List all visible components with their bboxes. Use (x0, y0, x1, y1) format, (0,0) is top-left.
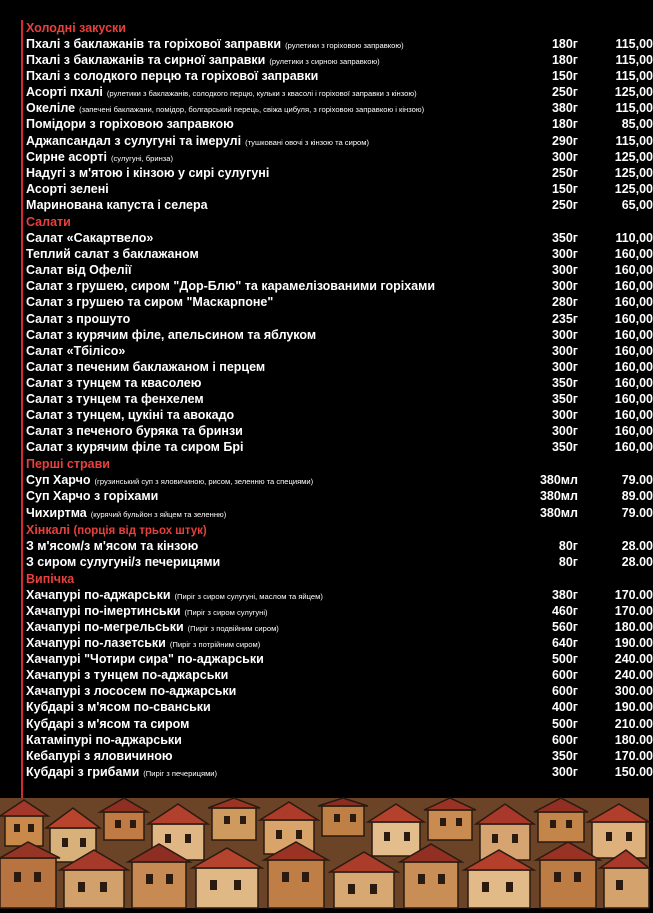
dish-name: Пхалі з баклажанів та сирної заправки (26, 53, 266, 68)
dish-weight: 460г (551, 603, 578, 618)
section-heading (26, 21, 636, 36)
dish-price: 180.00 (614, 732, 653, 747)
menu-item (26, 100, 653, 116)
dish-name: Теплий салат з баклажаном (26, 247, 199, 262)
menu-item (26, 554, 653, 570)
dish-weight: 350г (551, 391, 578, 406)
menu-item (26, 165, 653, 181)
dish-price: 210.00 (614, 716, 653, 731)
menu-item (26, 423, 653, 439)
menu-item (26, 149, 653, 165)
dish-weight: 290г (551, 133, 578, 148)
painting-image (0, 798, 649, 908)
dish-price: 110,00 (615, 231, 653, 246)
dish-weight: 500г (551, 652, 578, 667)
dish-name: Катаміпурі по-аджарськи (26, 732, 182, 747)
dish-weight: 640г (551, 636, 578, 651)
menu-item (26, 181, 653, 197)
dish-price: 160,00 (614, 311, 653, 326)
dish-name: Хачапурі з лососем по-аджарськи (26, 684, 237, 699)
menu-item (26, 294, 653, 310)
menu-item (26, 732, 653, 748)
dish-weight: 380мл (539, 489, 578, 504)
dish-weight: 180г (551, 117, 578, 132)
dish-name: Суп Харчо з горіхами (26, 489, 159, 504)
dish-weight: 300г (551, 327, 578, 342)
dish-price: 115,00 (615, 133, 653, 148)
menu-item (26, 407, 653, 423)
dish-description: (Пиріг з подвійним сиром) (187, 624, 279, 633)
dish-price: 125,00 (614, 149, 653, 164)
dish-name: Помідори з горіховою заправкою (26, 117, 234, 132)
dish-price: 115,00 (615, 53, 653, 68)
dish-name: Кубдарі з грибами (26, 764, 140, 779)
dish-price: 115,00 (615, 69, 653, 84)
section-subtitle: (порція від трьох штук) (73, 524, 207, 537)
menu-item (26, 133, 653, 149)
menu-item (26, 311, 653, 327)
dish-weight: 180г (551, 53, 578, 68)
dish-weight: 600г (551, 668, 578, 683)
dish-name: Океліле (26, 101, 76, 116)
dish-price: 160,00 (614, 375, 653, 390)
old-town-painting (0, 798, 649, 908)
menu-item (26, 343, 653, 359)
dish-weight: 500г (551, 716, 578, 731)
dish-price: 65,00 (621, 197, 653, 212)
dish-weight: 180г (551, 37, 578, 51)
red-divider-line (21, 20, 23, 798)
dish-name: З м'ясом/з м'ясом та кінзою (26, 538, 199, 553)
dish-price: 240.00 (614, 652, 653, 667)
dish-name: Маринована капуста і селера (26, 197, 208, 212)
dish-price: 170.00 (614, 748, 653, 763)
dish-weight: 350г (551, 375, 578, 390)
menu-item (26, 488, 653, 504)
section-title: Випічка (26, 571, 75, 586)
dish-name: Салат з прошуто (26, 311, 131, 326)
dish-weight: 300г (551, 359, 578, 374)
section-heading (26, 572, 636, 587)
menu-item (26, 197, 653, 213)
dish-price: 150.00 (614, 764, 653, 779)
dish-weight: 80г (558, 538, 578, 553)
dish-price: 160,00 (614, 279, 653, 294)
section-title: Хінкалі (26, 522, 70, 537)
dish-weight: 380г (551, 587, 578, 602)
menu-item (26, 246, 653, 262)
menu-item (26, 683, 653, 699)
dish-description: (Пиріг з сиром сулугуні) (184, 607, 268, 617)
menu-item (26, 651, 653, 667)
menu-item (26, 505, 653, 521)
dish-name: Хачапурі з тунцем по-аджарськи (26, 668, 229, 683)
dish-price: 125,00 (614, 85, 653, 100)
dish-name: З сиром сулугуні/з печерицями (26, 554, 221, 569)
dish-name: Аджапсандал з сулугуні та імерулі (26, 133, 242, 148)
dish-weight: 150г (551, 181, 578, 196)
dish-description: (грузинський суп з яловичиною, рисом, зеленню та специями) (94, 477, 314, 487)
dish-weight: 300г (551, 764, 578, 779)
dish-price: 85,00 (621, 117, 653, 132)
dish-name: Салат з печеного буряка та бринзи (26, 424, 243, 439)
menu-item (26, 619, 653, 635)
dish-name: Пхалі з баклажанів та горіхової заправки (26, 37, 282, 51)
menu-item (26, 472, 653, 488)
dish-price: 160,00 (614, 327, 653, 342)
menu-item (26, 52, 653, 68)
menu-item (26, 327, 653, 343)
dish-price: 89.00 (621, 489, 653, 504)
dish-name: Асорті пхалі (26, 85, 103, 100)
menu-list (26, 21, 653, 780)
dish-weight: 400г (551, 700, 578, 715)
dish-name: Салат від Офелії (26, 263, 132, 278)
dish-description: (рулетики з сирною заправкою) (269, 57, 380, 67)
menu-item (26, 116, 653, 132)
dish-weight: 350г (551, 748, 578, 763)
dish-price: 28.00 (621, 554, 653, 569)
dish-price: 240.00 (614, 668, 653, 683)
dish-price: 170.00 (614, 587, 653, 602)
menu-item (26, 391, 653, 407)
dish-weight: 300г (551, 247, 578, 262)
dish-weight: 300г (551, 408, 578, 423)
dish-weight: 380мл (539, 505, 578, 520)
dish-weight: 560г (551, 620, 578, 634)
dish-name: Салат з курячим філе та сиром Брі (26, 440, 244, 455)
dish-weight: 280г (551, 295, 578, 310)
dish-weight: 300г (551, 263, 578, 278)
dish-weight: 350г (551, 440, 578, 455)
dish-price: 300.00 (614, 684, 653, 699)
menu-item (26, 375, 653, 391)
dish-price: 160,00 (614, 247, 653, 262)
dish-name: Салат з тунцем та фенхелем (26, 391, 204, 406)
menu-item (26, 278, 653, 294)
dish-name: Салат «Тбілісо» (26, 343, 126, 358)
menu-item (26, 603, 653, 619)
dish-price: 28.00 (621, 538, 653, 553)
dish-price: 79.00 (621, 505, 653, 520)
dish-name: Салат з тунцем та квасолею (26, 375, 202, 390)
dish-price: 125,00 (614, 165, 653, 180)
dish-price: 125,00 (614, 181, 653, 196)
dish-weight: 300г (551, 343, 578, 358)
dish-weight: 380мл (539, 473, 578, 488)
dish-price: 160,00 (614, 440, 653, 455)
dish-description: (рулетики з баклажанів, солодкого перцю, кульки з квасолі і горіхової заправки з кінзою) (106, 89, 417, 99)
section-title: Салати (26, 215, 71, 230)
dish-name: Кубдарі з м'ясом та сиром (26, 716, 190, 731)
dish-description: (Пиріг з сиром сулугуні, маслом та яйцем) (174, 591, 323, 601)
dish-weight: 250г (551, 197, 578, 212)
dish-price: 160,00 (614, 263, 653, 278)
menu-item (26, 36, 653, 52)
dish-name: Салат з курячим філе, апельсином та яблуком (26, 327, 317, 342)
dish-description: (Пиріг з печерицями) (143, 768, 218, 778)
menu-item (26, 439, 653, 455)
section-title: Перші страви (26, 457, 110, 472)
dish-name: Салат з печеним баклажаном і перцем (26, 359, 266, 374)
dish-name: Хачапурі по-мегрельськи (26, 620, 184, 634)
dish-name: Сирне асорті (26, 149, 107, 164)
dish-description: (Пиріг з потрійним сиром) (169, 640, 261, 650)
dish-weight: 235г (551, 311, 578, 326)
dish-description: (тушковані овочі з кінзою та сиром) (245, 137, 370, 147)
dish-name: Хачапурі по-лазетськи (26, 636, 166, 651)
dish-weight: 600г (551, 732, 578, 747)
menu-item (26, 716, 653, 732)
dish-name: Хачапурі по-імертинськи (26, 603, 181, 618)
dish-name: Кебапурі з яловичиною (26, 748, 173, 763)
menu-item (26, 699, 653, 715)
dish-price: 160,00 (614, 391, 653, 406)
dish-weight: 300г (551, 279, 578, 294)
menu-item (26, 230, 653, 246)
dish-name: Салат з грушею та сиром "Маскарпоне" (26, 295, 274, 310)
section-heading (26, 457, 636, 472)
dish-weight: 250г (551, 165, 578, 180)
dish-name: Пхалі з солодкого перцю та горіхової заправки (26, 69, 319, 84)
dish-weight: 150г (551, 69, 578, 84)
dish-name: Асорті зелені (26, 181, 109, 196)
dish-price: 160,00 (614, 343, 653, 358)
dish-price: 190.00 (614, 636, 653, 651)
dish-price: 180.00 (614, 620, 653, 634)
menu-item (26, 587, 653, 603)
dish-description: (запечені баклажани, помідор, болгарський перець, свіжа цибуля, з горіховою заправкою і кінзою) (79, 105, 425, 115)
dish-price: 115,00 (615, 37, 653, 51)
dish-name: Салат «Сакартвело» (26, 231, 154, 246)
menu-item (26, 538, 653, 554)
menu-item (26, 84, 653, 100)
section-heading (26, 215, 636, 230)
menu-item (26, 359, 653, 375)
dish-weight: 380г (551, 101, 578, 116)
dish-name: Хачапурі по-аджарськи (26, 587, 171, 602)
section-heading (26, 523, 636, 538)
dish-price: 160,00 (614, 408, 653, 423)
dish-description: (сулугуні, бринза) (110, 153, 174, 163)
dish-description: (рулетики з горіховою заправкою) (285, 41, 404, 50)
dish-description: (курячий бульйон з яйцем та зеленню) (90, 509, 227, 519)
dish-name: Хачапурі "Чотири сира" по-аджарськи (26, 652, 264, 667)
dish-weight: 80г (558, 554, 578, 569)
dish-price: 170.00 (614, 603, 653, 618)
dish-price: 79.00 (621, 473, 653, 488)
dish-name: Надугі з м'ятою і кінзою у сирі сулугуні (26, 165, 270, 180)
dish-price: 115,00 (615, 101, 653, 116)
menu-item (26, 635, 653, 651)
dish-weight: 350г (551, 231, 578, 246)
menu-item (26, 764, 653, 780)
dish-price: 160,00 (614, 295, 653, 310)
dish-weight: 300г (551, 424, 578, 439)
menu-item (26, 262, 653, 278)
dish-name: Кубдарі з м'ясом по-сванськи (26, 700, 211, 715)
dish-price: 160,00 (614, 424, 653, 439)
dish-price: 160,00 (614, 359, 653, 374)
dish-weight: 300г (551, 149, 578, 164)
menu-item (26, 667, 653, 683)
section-title: Холодні закуски (26, 21, 126, 35)
dish-name: Салат з тунцем, цукіні та авокадо (26, 408, 235, 423)
dish-price: 190.00 (614, 700, 653, 715)
dish-weight: 600г (551, 684, 578, 699)
menu-item (26, 748, 653, 764)
dish-name: Чихиртма (26, 505, 87, 520)
menu-item (26, 68, 653, 84)
dish-name: Суп Харчо (26, 473, 91, 488)
dish-weight: 250г (551, 85, 578, 100)
dish-name: Салат з грушею, сиром "Дор-Блю" та карамелізованими горіхами (26, 279, 436, 294)
